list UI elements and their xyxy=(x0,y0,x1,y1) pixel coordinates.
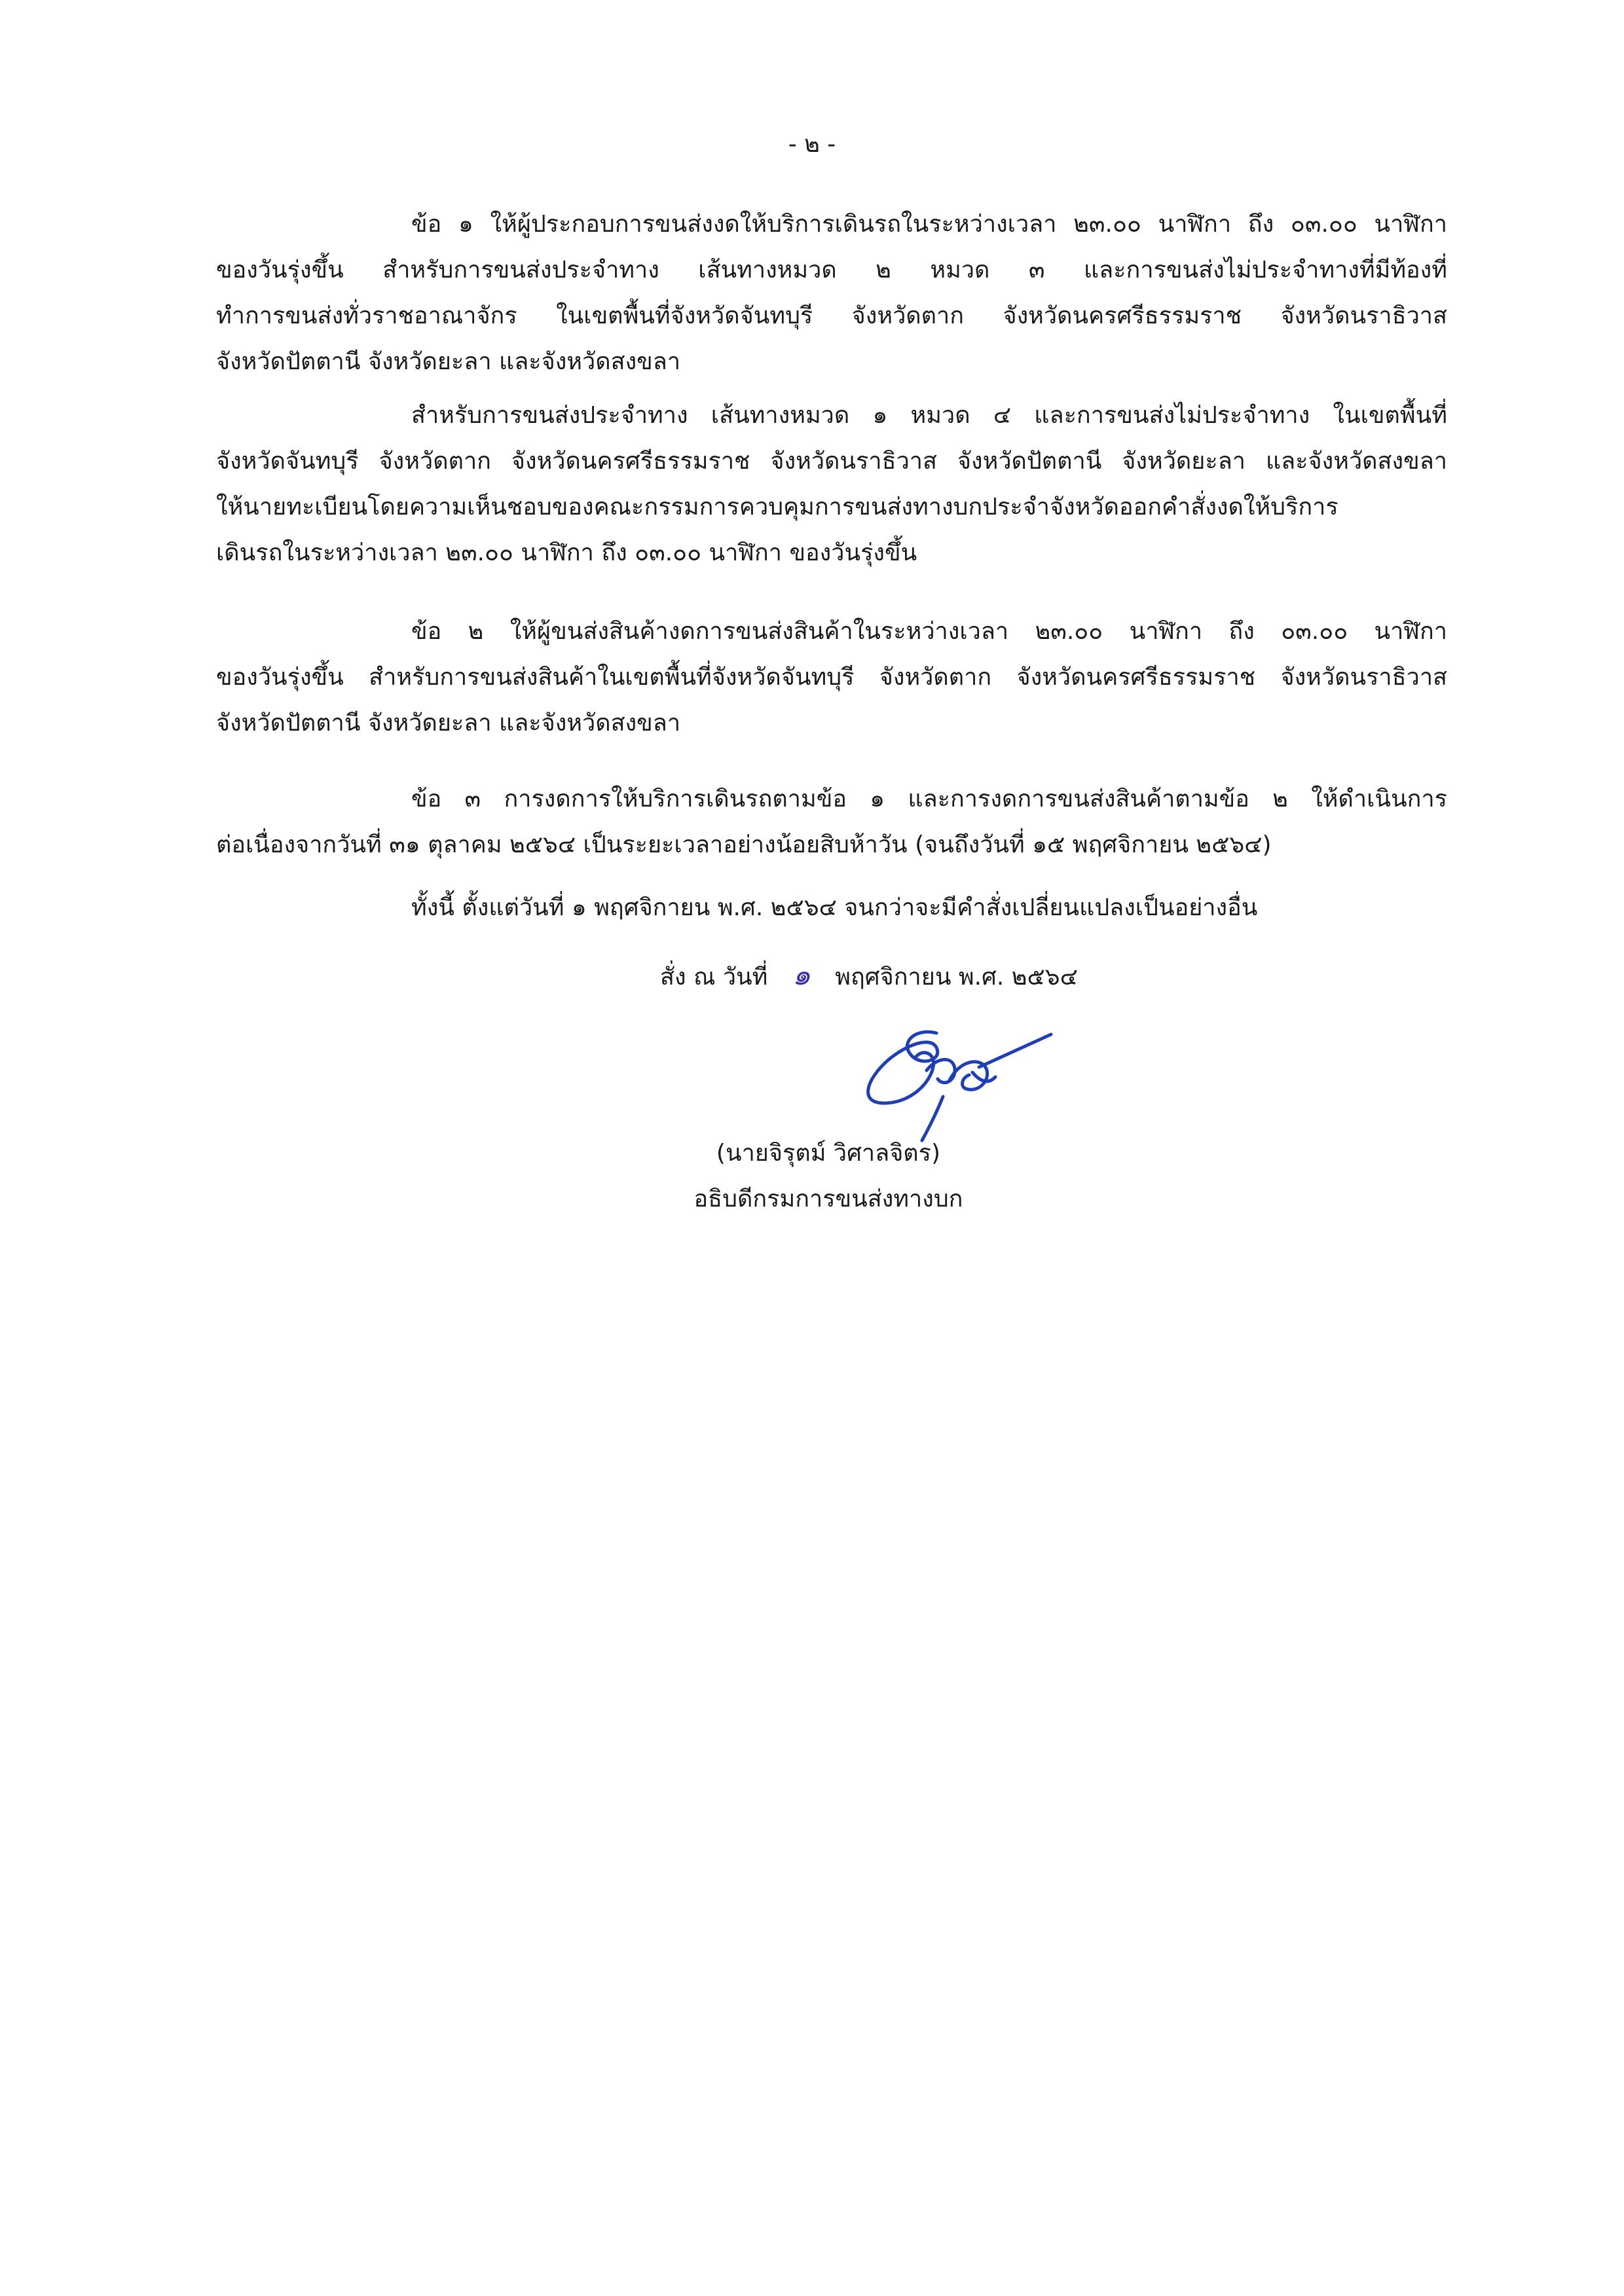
handwritten-signature xyxy=(838,1021,1074,1146)
order-date-day: ๑ xyxy=(792,958,811,992)
order-date-suffix: พฤศจิกายน พ.ศ. ๒๕๖๔ xyxy=(835,964,1078,991)
clause-1-line-1: ข้อ ๑ ให้ผู้ประกอบการขนส่งงดให้บริการเดินรถในระหว่างเวลา ๒๓.๐๐ นาฬิกา ถึง ๐๓.๐๐ นาฬิกา xyxy=(411,211,1447,238)
signer-name: (นายจิรุตม์ วิศาลจิตร) xyxy=(716,1140,941,1167)
clause-3-line-1: ข้อ ๓ การงดการให้บริการเดินรถตามข้อ ๑ และการงดการขนส่งสินค้าตามข้อ ๒ ให้ดำเนินการ xyxy=(411,786,1447,812)
clause-2-line-2: ของวันรุ่งขึ้น สำหรับการขนส่งสินค้าในเขตพื้นที่จังหวัดจันทบุรี จังหวัดตาก จังหวัดนครศรีธรรมราช จังหวัดนราธิวาส xyxy=(216,664,1447,691)
effective-date-text: ทั้งนี้ ตั้งแต่วันที่ ๑ พฤศจิกายน พ.ศ. ๒๕๖๔ จนกว่าจะมีคำสั่งเปลี่ยนแปลงเป็นอย่างอื่น xyxy=(411,894,1258,921)
clause-3-line-2: ต่อเนื่องจากวันที่ ๓๑ ตุลาคม ๒๕๖๔ เป็นระยะเวลาอย่างน้อยสิบห้าวัน (จนถึงวันที่ ๑๕ พฤศจิกายน ๒๕๖๔) xyxy=(216,831,1272,858)
clause-1b-line-3: ให้นายทะเบียนโดยความเห็นชอบของคณะกรรมการควบคุมการขนส่งทางบกประจำจังหวัดออกคำสั่งงดให้บริการ xyxy=(216,494,1338,520)
clause-2-line-1: ข้อ ๒ ให้ผู้ขนส่งสินค้างดการขนส่งสินค้าในระหว่างเวลา ๒๓.๐๐ นาฬิกา ถึง ๐๓.๐๐ นาฬิกา xyxy=(411,618,1447,645)
clause-1b-line-2: จังหวัดจันทบุรี จังหวัดตาก จังหวัดนครศรีธรรมราช จังหวัดนราธิวาส จังหวัดปัตตานี จังหวัดยะลา และจังหวัดสงขลา xyxy=(216,448,1447,475)
clause-1-line-2: ของวันรุ่งขึ้น สำหรับการขนส่งประจำทาง เส้นทางหมวด ๒ หมวด ๓ และการขนส่งไม่ประจำทางที่มีท้องที่ xyxy=(216,257,1447,283)
page-number: - ๒ - xyxy=(788,131,836,158)
clause-2-line-3: จังหวัดปัตตานี จังหวัดยะลา และจังหวัดสงขลา xyxy=(216,710,681,737)
signer-title: อธิบดีกรมการขนส่งทางบก xyxy=(693,1186,963,1212)
clause-1b-line-4: เดินรถในระหว่างเวลา ๒๓.๐๐ นาฬิกา ถึง ๐๓.๐๐ นาฬิกา ของวันรุ่งขึ้น xyxy=(216,539,917,566)
clause-1-line-3: ทำการขนส่งทั่วราชอาณาจักร ในเขตพื้นที่จังหวัดจันทบุรี จังหวัดตาก จังหวัดนครศรีธรรมราช จังหวัดนราธิวาส xyxy=(216,302,1447,329)
clause-1-line-4: จังหวัดปัตตานี จังหวัดยะลา และจังหวัดสงขลา xyxy=(216,348,681,375)
order-date-prefix: สั่ง ณ วันที่ xyxy=(660,964,768,991)
clause-1b-line-1: สำหรับการขนส่งประจำทาง เส้นทางหมวด ๑ หมวด ๔ และการขนส่งไม่ประจำทาง ในเขตพื้นที่ xyxy=(411,402,1447,429)
order-date xyxy=(660,959,1078,994)
